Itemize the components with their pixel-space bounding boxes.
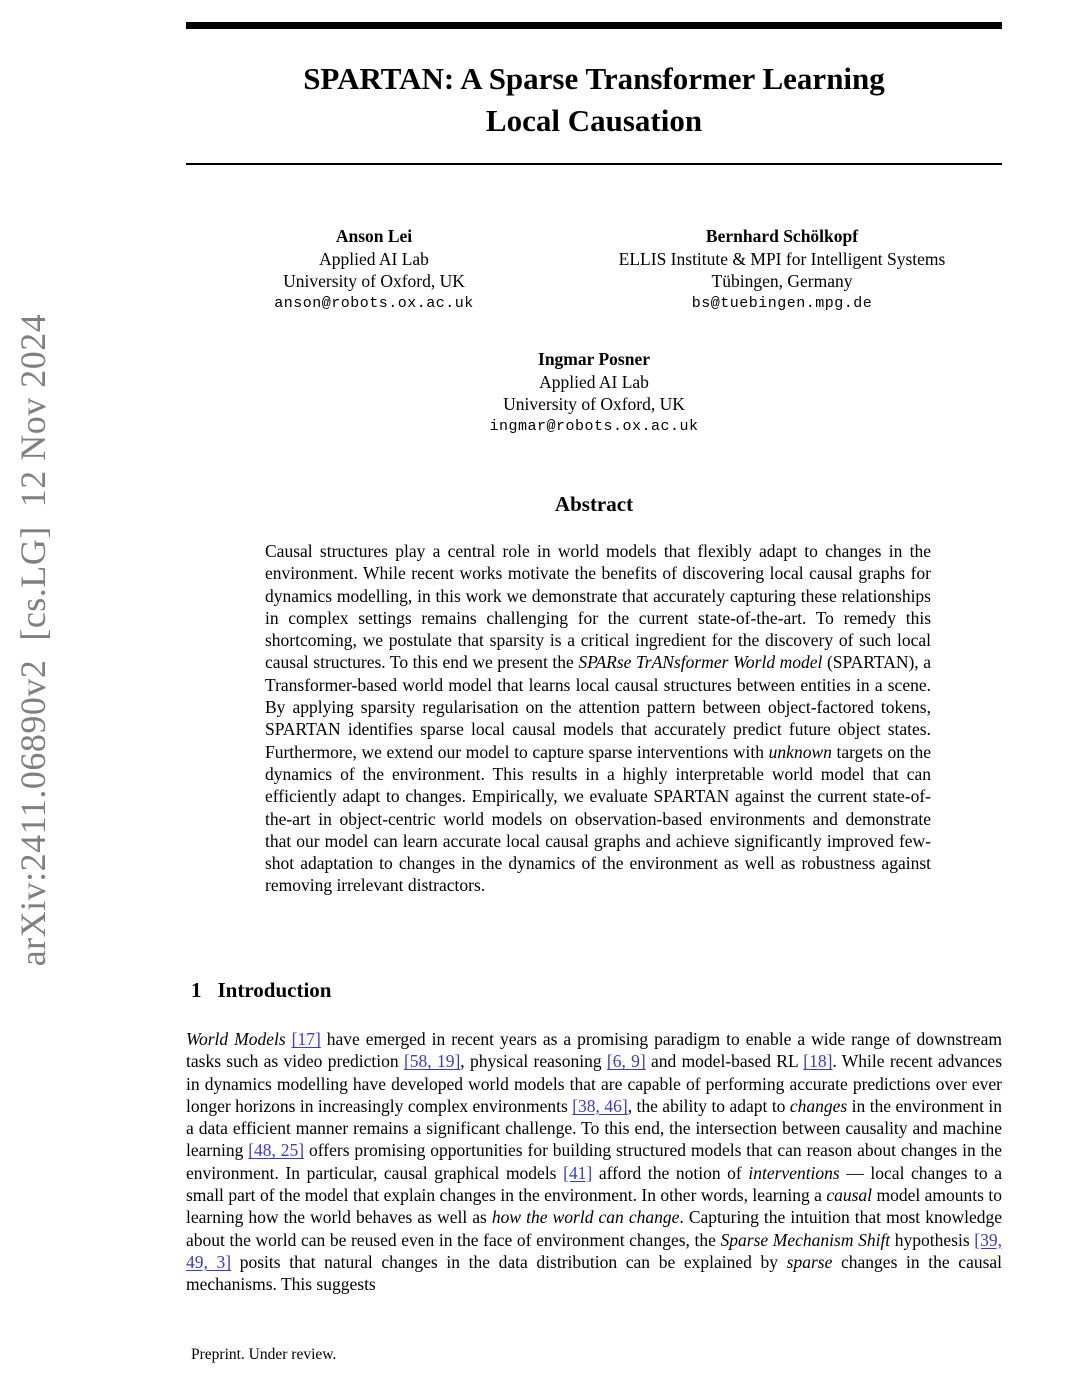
abstract-text (265, 540, 931, 897)
citation-link[interactable]: [39, 49, 3] (186, 1229, 1002, 1272)
text-segment: have emerged in recent years as a promising paradigm to enable a wide range of downstream tasks such as video prediction (186, 1029, 1003, 1072)
text-segment: changes in the causal mechanisms. This suggests (186, 1251, 1003, 1295)
paper-title-line1: SPARTAN: A Sparse Transformer Learning (303, 61, 885, 96)
text-segment: . While recent advances in dynamics modelling have developed world models that are capable of performing accurate predictions over ever longer horizons in increasingly complex environments (186, 1051, 1003, 1116)
author-name: Bernhard Schölkopf (705, 226, 859, 246)
author-email: bs@tuebingen.mpg.de (691, 294, 873, 312)
italic-text: how the world can change (491, 1207, 680, 1228)
author-affiliation: University of Oxford, UK (283, 271, 465, 291)
text-segment: afford the notion of (592, 1162, 749, 1183)
author-block-anson-lei (186, 225, 562, 315)
authors-row-1 (186, 225, 1002, 315)
citation-link[interactable]: [58, 19] (403, 1051, 461, 1072)
author-affiliation: Tübingen, Germany (711, 271, 853, 291)
italic-text: interventions (748, 1162, 840, 1183)
author-affiliation: University of Oxford, UK (503, 394, 685, 414)
title-rule-bottom (186, 163, 1002, 165)
text-segment: , physical reasoning (460, 1051, 607, 1072)
text-segment: offers promising opportunities for building structured models that can reason about changes in the environment. In particular, causal graphical models (186, 1140, 1002, 1183)
arxiv-watermark: arXiv:2411.06890v2 [cs.LG] 12 Nov 2024 (13, 313, 53, 967)
author-block-bernhard-schoelkopf (562, 225, 1002, 315)
author-name: Anson Lei (335, 226, 413, 246)
italic-text: Sparse Mechanism Shift (720, 1229, 891, 1250)
text-segment: and model-based RL (645, 1051, 804, 1072)
citation-link[interactable]: [38, 46] (572, 1095, 628, 1116)
paper-title (186, 58, 1002, 142)
italic-text: World Models (186, 1029, 286, 1049)
section-heading-introduction (191, 978, 1007, 1003)
title-rule-top (186, 22, 1002, 29)
italic-text: SPARse TrANsformer World model (578, 652, 823, 673)
section-number: 1 (191, 978, 202, 1002)
section-title: Introduction (217, 978, 332, 1002)
text-segment: , the ability to adapt to (627, 1095, 790, 1116)
italic-text: unknown (768, 741, 832, 762)
citation-link[interactable]: [41] (563, 1162, 593, 1183)
introduction-text (186, 1028, 1002, 1296)
text-segment: targets on the dynamics of the environment. This results in a highly interpretable world model that can efficiently adapt to changes. Empirically, we evaluate SPARTAN against the current state-of-the-art in object-centric world models on observation-based environments and demonstrate that our model can learn accurate local causal graphs and achieve significantly improved few-shot adaptation to changes in the dynamics of the environment as well as robustness against removing irrelevant distractors. (265, 741, 931, 896)
author-affiliation: ELLIS Institute & MPI for Intelligent Systems (618, 248, 946, 269)
text-segment: . Capturing the intuition that most knowledge about the world can be reused even in the face of environment changes, the (186, 1207, 1002, 1250)
text-segment: (SPARTAN), a Transformer-based world model that learns local causal structures between entities in a scene. By applying sparsity regularisation on the attention pattern between object-factored tokens, SPARTAN identifies sparse local causal models that accurately predict future object states. Furthermore, we extend our model to capture sparse interventions with (265, 652, 931, 762)
text-segment: in the environment in a data efficient manner remains a significant challenge. To this end, the intersection between causality and machine learning (186, 1095, 1002, 1161)
text-segment: posits that natural changes in the data distribution can be explained by (231, 1251, 787, 1272)
preprint-footer: Preprint. Under review. (191, 1346, 337, 1363)
citation-link[interactable]: [18] (803, 1051, 833, 1072)
italic-text: changes (789, 1095, 848, 1116)
citation-link[interactable]: [17] (291, 1029, 321, 1049)
paper-content (186, 0, 1002, 1393)
author-email: anson@robots.ox.ac.uk (274, 294, 474, 312)
author-name: Ingmar Posner (538, 349, 650, 369)
text-segment: hypothesis (890, 1229, 975, 1250)
citation-link[interactable]: [6, 9] (606, 1051, 646, 1072)
italic-text: causal (826, 1185, 873, 1206)
author-affiliation: Applied AI Lab (319, 248, 429, 269)
italic-text: sparse (786, 1251, 833, 1272)
author-block-ingmar-posner (186, 348, 1002, 438)
abstract-heading: Abstract (554, 492, 634, 516)
author-affiliation: Applied AI Lab (539, 371, 649, 392)
text-segment: Causal structures play a central role in world models that flexibly adapt to changes in the environment. While recent works motivate the benefits of discovering local causal graphs for dynamics modelling, in this work we demonstrate that accurately capturing these relationships in complex settings remains challenging for the current state-of-the-art. To remedy this shortcoming, we postulate that sparsity is a critical ingredient for the discovery of such local causal structures. To this end we present the (265, 541, 931, 673)
author-email: ingmar@robots.ox.ac.uk (489, 417, 699, 435)
paper-title-line2: Local Causation (485, 103, 703, 138)
citation-link[interactable]: [48, 25] (248, 1140, 305, 1161)
text-segment: model amounts to learning how the world behaves as well as (186, 1185, 1002, 1228)
text-segment: — local changes to a small part of the model that explain changes in the environment. In other words, learning a (186, 1162, 1002, 1206)
